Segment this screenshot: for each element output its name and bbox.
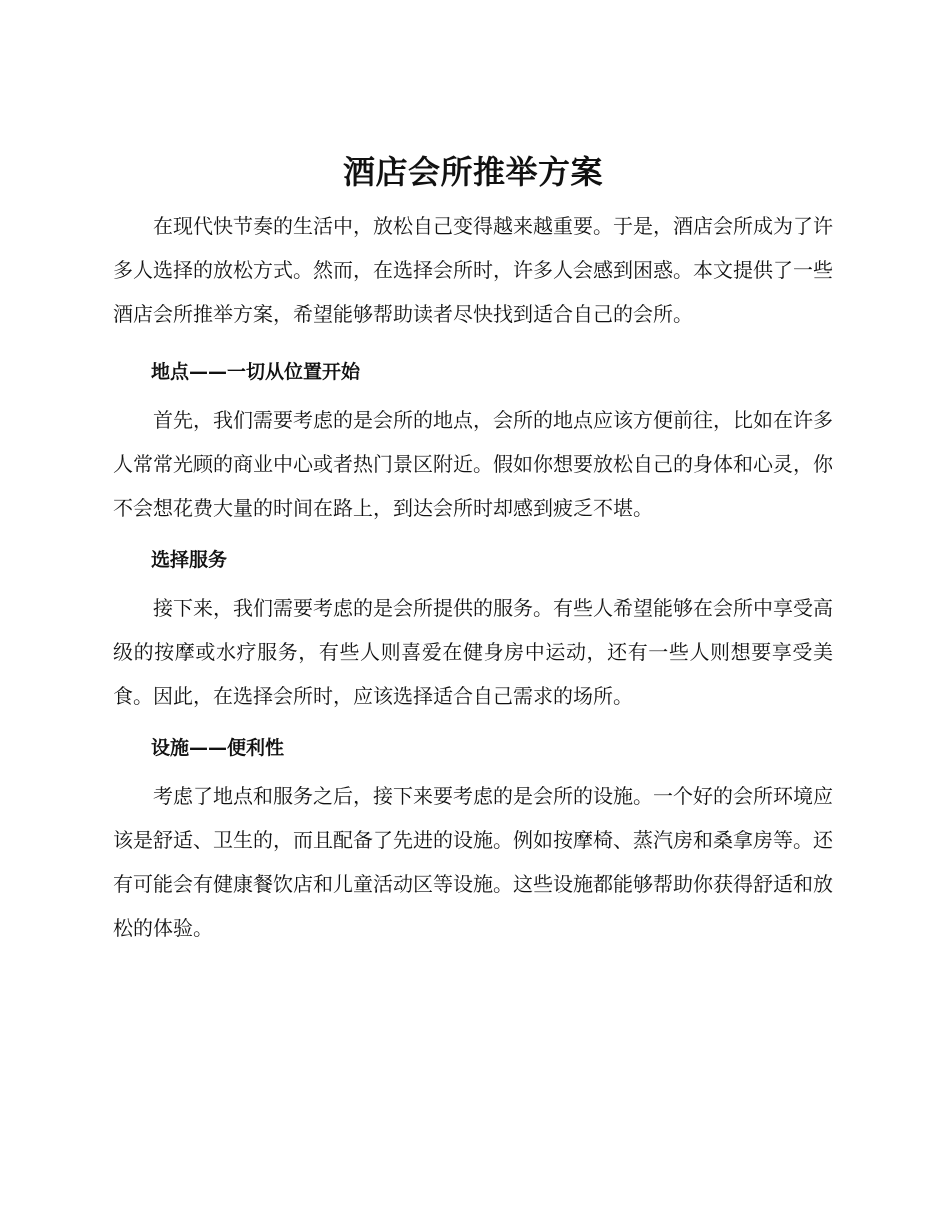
- section-heading-facilities: 设施——便利性: [151, 737, 285, 759]
- section-body-services: 接下来，我们需要考虑的是会所提供的服务。有些人希望能够在会所中享受高级的按摩或水疗服务，有些人则喜爱在健身房中运动，还有一些人则想要享受美食。因此，在选择会所时，应该选择适合自己需求的场所。: [113, 596, 833, 708]
- intro-paragraph: 在现代快节奏的生活中，放松自己变得越来越重要。于是，酒店会所成为了许多人选择的放松方式。然而，在选择会所时，许多人会感到困惑。本文提供了一些酒店会所推举方案，希望能够帮助读者尽快找到适合自己的会所。: [113, 214, 833, 326]
- section-heading-location: 地点——一切从位置开始: [151, 361, 361, 383]
- document-title: 酒店会所推举方案: [342, 153, 603, 191]
- section-body-location: 首先，我们需要考虑的是会所的地点，会所的地点应该方便前往，比如在许多人常常光顾的商业中心或者热门景区附近。假如你想要放松自己的身体和心灵，你不会想花费大量的时间在路上，到达会所时却感到疲乏不堪。: [113, 408, 833, 520]
- document-page: [113, 150, 833, 950]
- section-heading-services: 选择服务: [151, 549, 228, 571]
- section-body-facilities: 考虑了地点和服务之后，接下来要考虑的是会所的设施。一个好的会所环境应该是舒适、卫生的，而且配备了先进的设施。例如按摩椅、蒸汽房和桑拿房等。还有可能会有健康餐饮店和儿童活动区等设施。这些设施都能够帮助你获得舒适和放松的体验。: [113, 784, 833, 940]
